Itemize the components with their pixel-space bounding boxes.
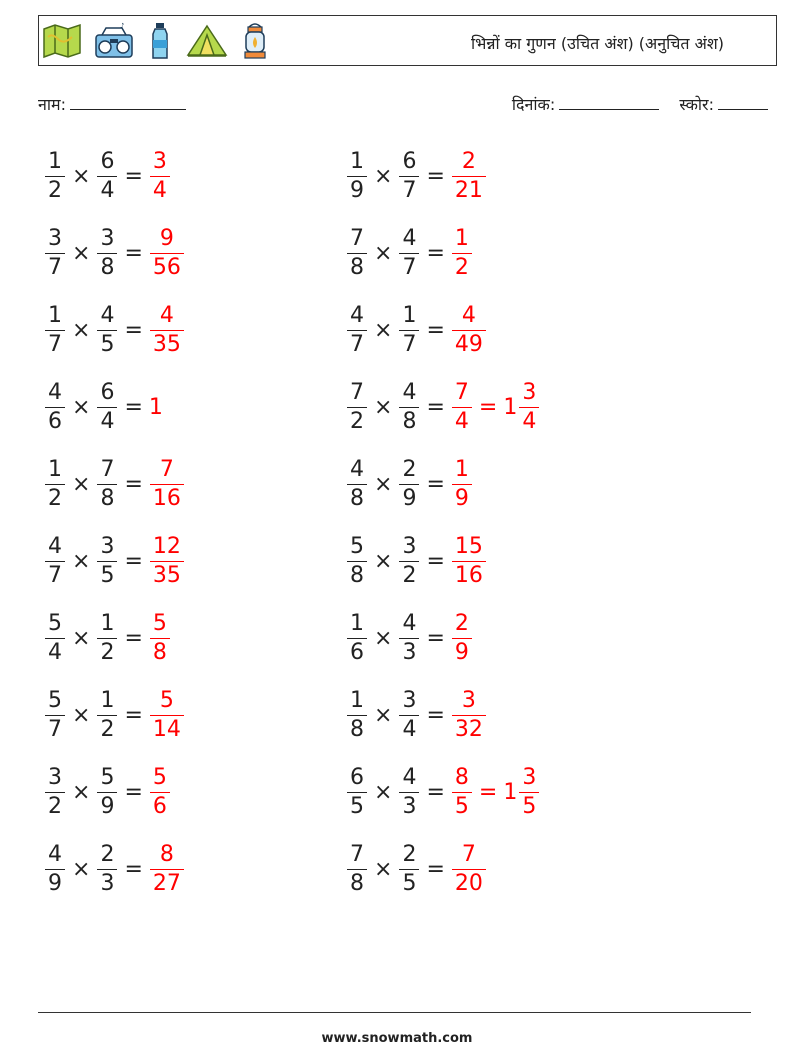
- footer-divider: [38, 1012, 751, 1013]
- denominator: 4: [452, 407, 472, 433]
- numerator: 6: [100, 379, 115, 405]
- equals-sign: =: [124, 317, 143, 343]
- denominator: 7: [399, 176, 419, 202]
- numerator: 3: [48, 225, 62, 251]
- numerator: 7: [350, 379, 364, 405]
- equals-sign: =: [426, 471, 445, 497]
- answer: [451, 225, 473, 280]
- answer-fraction: [150, 302, 184, 357]
- factor-a: [347, 456, 367, 511]
- numerator: 4: [48, 841, 62, 867]
- factor-a: [45, 610, 65, 665]
- answer: [149, 302, 185, 357]
- problem-right-4: [346, 374, 540, 440]
- problem-left-10: [44, 836, 185, 902]
- times-sign: ×: [374, 394, 393, 420]
- numerator: 5: [100, 764, 115, 790]
- answer-fraction: [150, 225, 184, 280]
- numerator: 3: [461, 687, 476, 713]
- denominator: 2: [347, 407, 367, 433]
- factor-b: [399, 148, 419, 203]
- numerator: 7: [159, 456, 174, 482]
- equals-sign: =: [426, 240, 445, 266]
- denominator: 16: [452, 561, 486, 587]
- answer-fraction: [452, 687, 486, 742]
- answer-fraction: [150, 456, 184, 511]
- equals-sign: =: [478, 779, 498, 805]
- tent-icon: [186, 23, 228, 59]
- numerator: 7: [461, 841, 476, 867]
- denominator: 7: [45, 253, 65, 279]
- answer: [149, 225, 185, 280]
- denominator: 9: [399, 484, 419, 510]
- problem-left-9: [44, 759, 171, 825]
- factor-b: [399, 764, 419, 819]
- factor-a: [347, 533, 367, 588]
- numerator: 3: [152, 148, 167, 174]
- factor-a: [347, 302, 367, 357]
- map-icon: [42, 23, 82, 59]
- name-blank[interactable]: [70, 108, 186, 110]
- mixed-whole: 1: [503, 394, 518, 420]
- times-sign: ×: [374, 779, 393, 805]
- denominator: 4: [519, 407, 539, 433]
- answer: [451, 764, 540, 819]
- name-field: [38, 93, 186, 115]
- answer-fraction: [150, 687, 184, 742]
- problem-right-5: [346, 451, 473, 517]
- answer: [451, 379, 540, 434]
- factor-b: [97, 610, 117, 665]
- answer-fraction: [452, 225, 472, 280]
- factor-a: [347, 225, 367, 280]
- denominator: 35: [150, 330, 184, 356]
- numerator: 2: [454, 610, 469, 636]
- factor-b: [97, 148, 117, 203]
- times-sign: ×: [72, 240, 91, 266]
- answer-fraction: [150, 533, 184, 588]
- factor-b: [97, 302, 117, 357]
- score-blank[interactable]: [718, 108, 768, 110]
- numerator: 2: [100, 841, 115, 867]
- equals-sign: =: [426, 779, 445, 805]
- numerator: 5: [48, 687, 62, 713]
- equals-sign: =: [426, 548, 445, 574]
- factor-a: [347, 687, 367, 742]
- denominator: 32: [452, 715, 486, 741]
- numerator: 9: [159, 225, 174, 251]
- factor-b: [97, 533, 117, 588]
- times-sign: ×: [374, 548, 393, 574]
- numerator: 4: [100, 302, 115, 328]
- numerator: 6: [100, 148, 115, 174]
- denominator: 3: [399, 638, 419, 664]
- denominator: 7: [399, 330, 419, 356]
- denominator: 8: [347, 869, 367, 895]
- times-sign: ×: [72, 702, 91, 728]
- numerator: 4: [48, 533, 62, 559]
- radio-icon: [94, 22, 134, 60]
- times-sign: ×: [374, 163, 393, 189]
- problem-right-10: [346, 836, 487, 902]
- numerator: 3: [402, 533, 417, 559]
- denominator: 49: [452, 330, 486, 356]
- numerator: 3: [522, 764, 537, 790]
- numerator: 4: [159, 302, 174, 328]
- denominator: 2: [45, 484, 65, 510]
- denominator: 4: [97, 176, 117, 202]
- numerator: 7: [350, 225, 364, 251]
- denominator: 7: [399, 253, 419, 279]
- numerator: 4: [350, 302, 364, 328]
- times-sign: ×: [374, 856, 393, 882]
- times-sign: ×: [72, 548, 91, 574]
- problem-left-4: [44, 374, 163, 440]
- problem-left-7: [44, 605, 171, 671]
- denominator: 8: [97, 253, 117, 279]
- score-label: स्कोर:: [679, 95, 714, 114]
- denominator: 8: [150, 638, 170, 664]
- factor-b: [399, 225, 419, 280]
- equals-sign: =: [124, 163, 143, 189]
- denominator: 3: [97, 869, 117, 895]
- denominator: 7: [45, 561, 65, 587]
- equals-sign: =: [426, 856, 445, 882]
- numerator: 2: [402, 456, 417, 482]
- answer-fraction: [452, 456, 472, 511]
- factor-a: [45, 379, 65, 434]
- factor-a: [45, 456, 65, 511]
- factor-b: [399, 533, 419, 588]
- numerator: 1: [350, 148, 364, 174]
- factor-b: [97, 225, 117, 280]
- equals-sign: =: [124, 625, 143, 651]
- denominator: 9: [452, 638, 472, 664]
- denominator: 2: [45, 792, 65, 818]
- factor-a: [347, 841, 367, 896]
- denominator: 8: [347, 484, 367, 510]
- answer-fraction: [452, 533, 486, 588]
- denominator: 16: [150, 484, 184, 510]
- numerator: 1: [454, 456, 469, 482]
- numerator: 4: [402, 225, 417, 251]
- denominator: 5: [452, 792, 472, 818]
- numerator: 4: [402, 379, 417, 405]
- problem-left-1: [44, 143, 171, 209]
- factor-a: [45, 533, 65, 588]
- denominator: 2: [45, 176, 65, 202]
- mixed-whole: 1: [503, 779, 518, 805]
- problem-right-2: [346, 220, 473, 286]
- denominator: 6: [150, 792, 170, 818]
- numerator: 4: [48, 379, 62, 405]
- problem-left-3: [44, 297, 185, 363]
- numerator: 1: [48, 302, 62, 328]
- problem-left-6: [44, 528, 185, 594]
- date-blank[interactable]: [559, 108, 659, 110]
- numerator: 3: [100, 225, 115, 251]
- answer: [149, 841, 185, 896]
- footer-url: www.snowmath.com: [321, 1031, 473, 1046]
- date-score-field: [512, 93, 768, 115]
- problem-right-3: [346, 297, 487, 363]
- lantern-icon: [240, 21, 270, 61]
- times-sign: ×: [374, 471, 393, 497]
- answer-fraction: [150, 764, 170, 819]
- numerator: 15: [454, 533, 483, 559]
- equals-sign: =: [124, 471, 143, 497]
- answer-fraction: [452, 610, 472, 665]
- numerator: 1: [100, 610, 115, 636]
- header-icons: [42, 20, 270, 62]
- water-bottle-icon: [146, 21, 174, 61]
- problem-right-8: [346, 682, 487, 748]
- factor-a: [45, 148, 65, 203]
- equals-sign: =: [124, 240, 143, 266]
- denominator: 14: [150, 715, 184, 741]
- numerator: 2: [402, 841, 417, 867]
- problem-left-2: [44, 220, 185, 286]
- denominator: 4: [399, 715, 419, 741]
- factor-b: [97, 841, 117, 896]
- times-sign: ×: [374, 317, 393, 343]
- numerator: 1: [350, 610, 364, 636]
- equals-sign: =: [124, 702, 143, 728]
- numerator: 12: [152, 533, 181, 559]
- factor-b: [399, 379, 419, 434]
- factor-a: [45, 302, 65, 357]
- equals-sign: =: [426, 163, 445, 189]
- equals-sign: =: [124, 856, 143, 882]
- mixed-fraction: [519, 764, 539, 819]
- equals-sign: =: [124, 548, 143, 574]
- numerator: 1: [402, 302, 417, 328]
- denominator: 27: [150, 869, 184, 895]
- numerator: 5: [350, 533, 364, 559]
- numerator: 1: [350, 687, 364, 713]
- numerator: 4: [461, 302, 476, 328]
- denominator: 8: [347, 715, 367, 741]
- numerator: 4: [402, 764, 417, 790]
- times-sign: ×: [72, 394, 91, 420]
- numerator: 6: [350, 764, 364, 790]
- factor-b: [399, 302, 419, 357]
- numerator: 5: [152, 764, 167, 790]
- denominator: 9: [97, 792, 117, 818]
- denominator: 56: [150, 253, 184, 279]
- denominator: 5: [97, 330, 117, 356]
- factor-a: [45, 687, 65, 742]
- times-sign: ×: [374, 625, 393, 651]
- answer-fraction: [150, 841, 184, 896]
- equals-sign: =: [426, 702, 445, 728]
- times-sign: ×: [72, 625, 91, 651]
- factor-a: [45, 225, 65, 280]
- numerator: 1: [48, 456, 62, 482]
- denominator: 4: [150, 176, 170, 202]
- svg-text:♪: ♪: [120, 22, 125, 30]
- numerator: 3: [100, 533, 115, 559]
- worksheet-title: भिन्नों का गुणन (उचित अंश) (अनुचित अंश): [471, 34, 724, 53]
- problem-right-9: [346, 759, 540, 825]
- factor-b: [399, 841, 419, 896]
- numerator: 6: [402, 148, 417, 174]
- answer-fraction: [452, 148, 486, 203]
- answer: [149, 764, 171, 819]
- numerator: 1: [48, 148, 62, 174]
- answer: [149, 687, 185, 742]
- times-sign: ×: [72, 779, 91, 805]
- factor-a: [347, 379, 367, 434]
- problem-right-7: [346, 605, 473, 671]
- factor-b: [399, 687, 419, 742]
- numerator: 1: [100, 687, 115, 713]
- answer-fraction: [452, 841, 486, 896]
- denominator: 3: [399, 792, 419, 818]
- worksheet-header: [38, 15, 777, 66]
- denominator: 2: [97, 715, 117, 741]
- denominator: 21: [452, 176, 486, 202]
- factor-a: [347, 764, 367, 819]
- equals-sign: =: [426, 317, 445, 343]
- denominator: 35: [150, 561, 184, 587]
- answer: [451, 456, 473, 511]
- factor-b: [97, 379, 117, 434]
- denominator: 8: [97, 484, 117, 510]
- date-label: दिनांक:: [511, 95, 556, 114]
- denominator: 8: [347, 561, 367, 587]
- denominator: 5: [519, 792, 539, 818]
- answer: [149, 610, 171, 665]
- times-sign: ×: [72, 856, 91, 882]
- factor-b: [97, 764, 117, 819]
- denominator: 7: [45, 715, 65, 741]
- numerator: 5: [152, 610, 167, 636]
- denominator: 7: [347, 330, 367, 356]
- equals-sign: =: [426, 625, 445, 651]
- denominator: 9: [452, 484, 472, 510]
- factor-a: [45, 841, 65, 896]
- numerator: 1: [454, 225, 469, 251]
- factor-a: [347, 148, 367, 203]
- denominator: 9: [347, 176, 367, 202]
- numerator: 7: [100, 456, 115, 482]
- numerator: 3: [48, 764, 62, 790]
- answer-whole: 1: [148, 394, 163, 420]
- denominator: 7: [45, 330, 65, 356]
- denominator: 6: [347, 638, 367, 664]
- factor-b: [97, 456, 117, 511]
- answer: [451, 687, 487, 742]
- denominator: 2: [452, 253, 472, 279]
- answer-fraction: [150, 148, 170, 203]
- equals-sign: =: [478, 394, 498, 420]
- denominator: 4: [97, 407, 117, 433]
- factor-a: [45, 764, 65, 819]
- times-sign: ×: [72, 471, 91, 497]
- problem-left-5: [44, 451, 185, 517]
- denominator: 5: [347, 792, 367, 818]
- numerator: 8: [159, 841, 174, 867]
- answer-fraction: [150, 610, 170, 665]
- numerator: 4: [350, 456, 364, 482]
- equals-sign: =: [124, 394, 143, 420]
- numerator: 7: [454, 379, 469, 405]
- denominator: 6: [45, 407, 65, 433]
- answer: [149, 456, 185, 511]
- problem-right-1: [346, 143, 487, 209]
- denominator: 2: [97, 638, 117, 664]
- times-sign: ×: [72, 163, 91, 189]
- numerator: 5: [48, 610, 62, 636]
- denominator: 9: [45, 869, 65, 895]
- denominator: 5: [399, 869, 419, 895]
- answer-fraction: [452, 764, 472, 819]
- times-sign: ×: [374, 702, 393, 728]
- answer: [451, 610, 473, 665]
- answer: [451, 841, 487, 896]
- answer: [451, 302, 487, 357]
- times-sign: ×: [374, 240, 393, 266]
- mixed-fraction: [519, 379, 539, 434]
- numerator: 4: [402, 610, 417, 636]
- factor-b: [97, 687, 117, 742]
- denominator: 8: [347, 253, 367, 279]
- answer-fraction: [452, 379, 472, 434]
- numerator: 3: [402, 687, 417, 713]
- factor-b: [399, 610, 419, 665]
- denominator: 20: [452, 869, 486, 895]
- denominator: 5: [97, 561, 117, 587]
- problem-left-8: [44, 682, 185, 748]
- numerator: 5: [159, 687, 174, 713]
- answer: [149, 533, 185, 588]
- answer: [149, 395, 163, 420]
- numerator: 3: [522, 379, 537, 405]
- denominator: 4: [45, 638, 65, 664]
- times-sign: ×: [72, 317, 91, 343]
- numerator: 7: [350, 841, 364, 867]
- factor-b: [399, 456, 419, 511]
- numerator: 8: [454, 764, 469, 790]
- equals-sign: =: [426, 394, 445, 420]
- denominator: 2: [399, 561, 419, 587]
- factor-a: [347, 610, 367, 665]
- answer-fraction: [452, 302, 486, 357]
- numerator: 2: [461, 148, 476, 174]
- problem-right-6: [346, 528, 487, 594]
- equals-sign: =: [124, 779, 143, 805]
- name-label: नाम:: [38, 95, 66, 114]
- answer: [149, 148, 171, 203]
- answer: [451, 148, 487, 203]
- denominator: 8: [399, 407, 419, 433]
- answer: [451, 533, 487, 588]
